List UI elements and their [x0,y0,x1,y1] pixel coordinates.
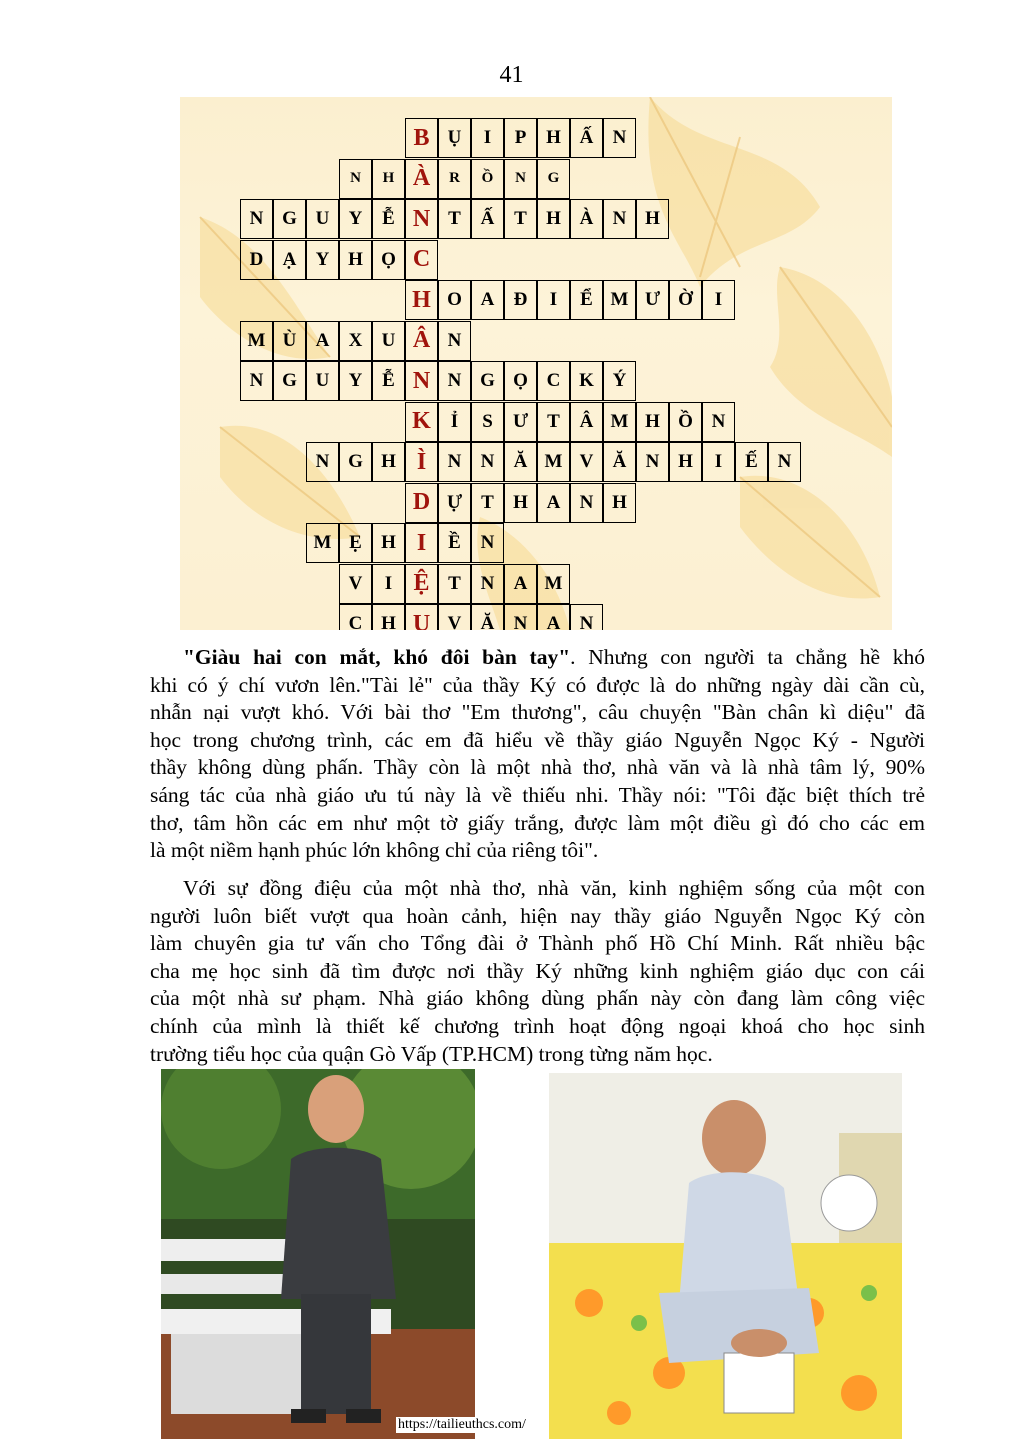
crossword-cell: R [438,159,471,199]
crossword-key-cell: I [405,523,438,563]
line-text: làm chuyên gia tư vấn cho Tổng đài ở Thành phố Hồ Chí Minh. Rất nhiều bậc [150,931,925,956]
paragraph-line [150,903,925,931]
crossword-cell: H [372,604,405,630]
crossword-cell: Ý [603,361,636,401]
crossword-cell: À [570,199,603,239]
crossword-key-cell: N [405,199,438,239]
crossword-cell: H [372,523,405,563]
crossword-cell: N [504,604,537,630]
crossword-key-cell: À [405,159,438,199]
crossword-cell: Ấ [471,199,504,239]
line-text: của một nhà sư phạm. Nhà giáo không dùng phấn này còn đang làm công việc [150,986,925,1011]
crossword-cell: S [471,402,504,442]
crossword-cell: H [537,118,570,158]
crossword-cell: H [537,199,570,239]
crossword-cell: Ă [471,604,504,630]
crossword-cell: G [273,361,306,401]
crossword-cell: H [669,442,702,482]
crossword-cell: H [372,442,405,482]
crossword-grid [180,97,892,630]
paragraph-line [150,875,925,903]
paragraph-line [150,837,925,865]
line-text: sáng tác của nhà giáo ưu tú này là về thiếu nhi. Thầy nói: "Tôi đặc biệt thích trẻ [150,782,925,807]
crossword-cell: U [372,321,405,361]
line-text: là một niềm hạnh phúc lớn không chỉ của riêng tôi". [150,838,599,863]
paragraph-2 [150,875,925,1068]
crossword-cell: N [339,159,372,199]
crossword-cell: V [339,564,372,604]
crossword-cell: Ư [636,280,669,320]
crossword-cell: N [438,321,471,361]
crossword-cell: T [471,483,504,523]
crossword-cell: Ờ [669,280,702,320]
crossword-cell: N [603,199,636,239]
crossword-cell: I [702,280,735,320]
crossword-cell: N [438,361,471,401]
paragraph-line [150,985,925,1013]
line-text: khi có ý chí vươn lên."Tài lẻ" của thầy Ký có được là do những ngày dài cần cù, [150,672,925,697]
crossword-cell: N [240,361,273,401]
photo-teacher-writing-with-foot [549,1073,902,1439]
paragraph-line [150,1041,925,1069]
crossword-cell: Ọ [372,240,405,280]
crossword-cell: G [537,159,570,199]
crossword-cell: Ă [504,442,537,482]
crossword-cell: Ồ [471,159,504,199]
paragraph-line [150,958,925,986]
crossword-cell: Ễ [372,199,405,239]
crossword-cell: A [471,280,504,320]
line-text: thơ, tâm hồn các em như một tờ giấy trắng, được làm một điều gì đó cho các em [150,810,925,835]
crossword-cell: A [537,483,570,523]
crossword-cell: Đ [504,280,537,320]
line-text: học trong chương trình, các em đã hiểu về thầy giáo Nguyễn Ngọc Ký - Người [150,727,925,752]
line-text: cha mẹ học sinh đã tìm được nơi thầy Ký những kinh nghiệm giáo dục con cái [150,958,925,983]
crossword-cell: A [537,604,570,630]
crossword-cell: C [537,361,570,401]
photo-teacher-standing [161,1069,475,1439]
crossword-cell: V [438,604,471,630]
crossword-cell: N [768,442,801,482]
crossword-cell: D [240,240,273,280]
crossword-cell: N [306,442,339,482]
paragraph-line [150,782,925,810]
crossword-cell: A [306,321,339,361]
crossword-cell: N [603,118,636,158]
crossword-cell: Ể [570,280,603,320]
crossword-cell: Ồ [669,402,702,442]
crossword-cell: Y [339,199,372,239]
crossword-cell: N [570,604,603,630]
crossword-cell: Ẹ [339,523,372,563]
paragraph-line [150,1013,925,1041]
source-url: https://tailieuthcs.com/ [398,1417,526,1432]
crossword-cell: H [636,402,669,442]
crossword-cell: N [240,199,273,239]
crossword-cell: N [471,523,504,563]
crossword-key-cell: N [405,361,438,401]
crossword-key-cell: H [405,280,438,320]
crossword-cell: T [438,199,471,239]
crossword-cell: N [504,159,537,199]
crossword-cell: O [438,280,471,320]
crossword-cell: I [471,118,504,158]
crossword-cell: Ự [438,483,471,523]
bold-quote: "Giàu hai con mắt, khó đôi bàn tay" [183,645,571,669]
line-text: chính của mình là thiết kế chương trình hoạt động ngoại khoá cho học sinh [150,1013,925,1038]
crossword-cell: H [603,483,636,523]
page-number: 41 [499,62,524,88]
crossword-cell: I [702,442,735,482]
crossword-key-cell: D [405,483,438,523]
crossword-key-cell: K [405,402,438,442]
crossword-key-cell: Ệ [405,564,438,604]
crossword-cell: I [372,564,405,604]
crossword-cell: A [504,564,537,604]
crossword-cell: N [702,402,735,442]
crossword-cell: N [570,483,603,523]
crossword-puzzle [180,97,892,630]
crossword-cell: U [306,199,339,239]
paragraph-line [150,644,925,672]
crossword-cell: M [603,402,636,442]
crossword-cell: T [504,199,537,239]
crossword-cell: N [471,564,504,604]
crossword-cell: M [240,321,273,361]
crossword-cell: Y [339,361,372,401]
crossword-cell: C [339,604,372,630]
crossword-cell: X [339,321,372,361]
paragraph-line [150,727,925,755]
crossword-cell: T [438,564,471,604]
crossword-cell: Y [306,240,339,280]
crossword-cell: V [570,442,603,482]
crossword-cell: Ạ [273,240,306,280]
line-text: . Nhưng con người ta chẳng hề khó [570,645,925,669]
crossword-cell: H [372,159,405,199]
crossword-cell: Ă [603,442,636,482]
crossword-cell: Ế [735,442,768,482]
crossword-cell: Ấ [570,118,603,158]
crossword-cell: T [537,402,570,442]
crossword-cell: M [537,442,570,482]
crossword-cell: G [273,199,306,239]
crossword-cell: Ư [504,402,537,442]
crossword-key-cell: B [405,118,438,158]
crossword-cell: Ề [438,523,471,563]
crossword-cell: N [438,442,471,482]
crossword-cell: M [537,564,570,604]
crossword-key-cell: U [405,604,438,630]
crossword-cell: N [471,442,504,482]
paragraph-line [150,672,925,700]
crossword-cell: U [306,361,339,401]
line-text: người luôn biết vượt qua hoàn cảnh, hiện nay thầy giáo Nguyễn Ngọc Ký còn [150,903,925,928]
crossword-cell: H [339,240,372,280]
paragraph-line [150,699,925,727]
line-text: Với sự đồng điệu của một nhà thơ, nhà văn, kinh nghiệm sống của một con [183,876,925,900]
crossword-cell: N [636,442,669,482]
paragraph-line [150,810,925,838]
crossword-cell: K [570,361,603,401]
line-text: trường tiểu học của quận Gò Vấp (TP.HCM) trong từng năm học. [150,1041,713,1066]
crossword-cell: Ễ [372,361,405,401]
crossword-cell: M [306,523,339,563]
crossword-key-cell: Â [405,321,438,361]
crossword-cell: H [636,199,669,239]
crossword-key-cell: Ì [405,442,438,482]
line-text: nhẫn nại vượt khó. Với bài thơ "Em thương", câu chuyện "Bàn chân kì diệu" đã [150,700,925,725]
crossword-cell: I [537,280,570,320]
crossword-cell: Ỉ [438,402,471,442]
crossword-key-cell: C [405,240,438,280]
crossword-cell: Â [570,402,603,442]
crossword-cell: M [603,280,636,320]
crossword-cell: H [504,483,537,523]
paragraph-1 [150,644,925,865]
crossword-cell: P [504,118,537,158]
crossword-cell: Ọ [504,361,537,401]
crossword-cell: G [471,361,504,401]
crossword-cell: Ụ [438,118,471,158]
paragraph-line [150,754,925,782]
paragraph-line [150,930,925,958]
line-text: thầy không dùng phấn. Thầy còn là một nhà thơ, nhà văn và là nhà tâm lý, 90% [150,755,925,780]
crossword-cell: G [339,442,372,482]
crossword-cell: Ù [273,321,306,361]
